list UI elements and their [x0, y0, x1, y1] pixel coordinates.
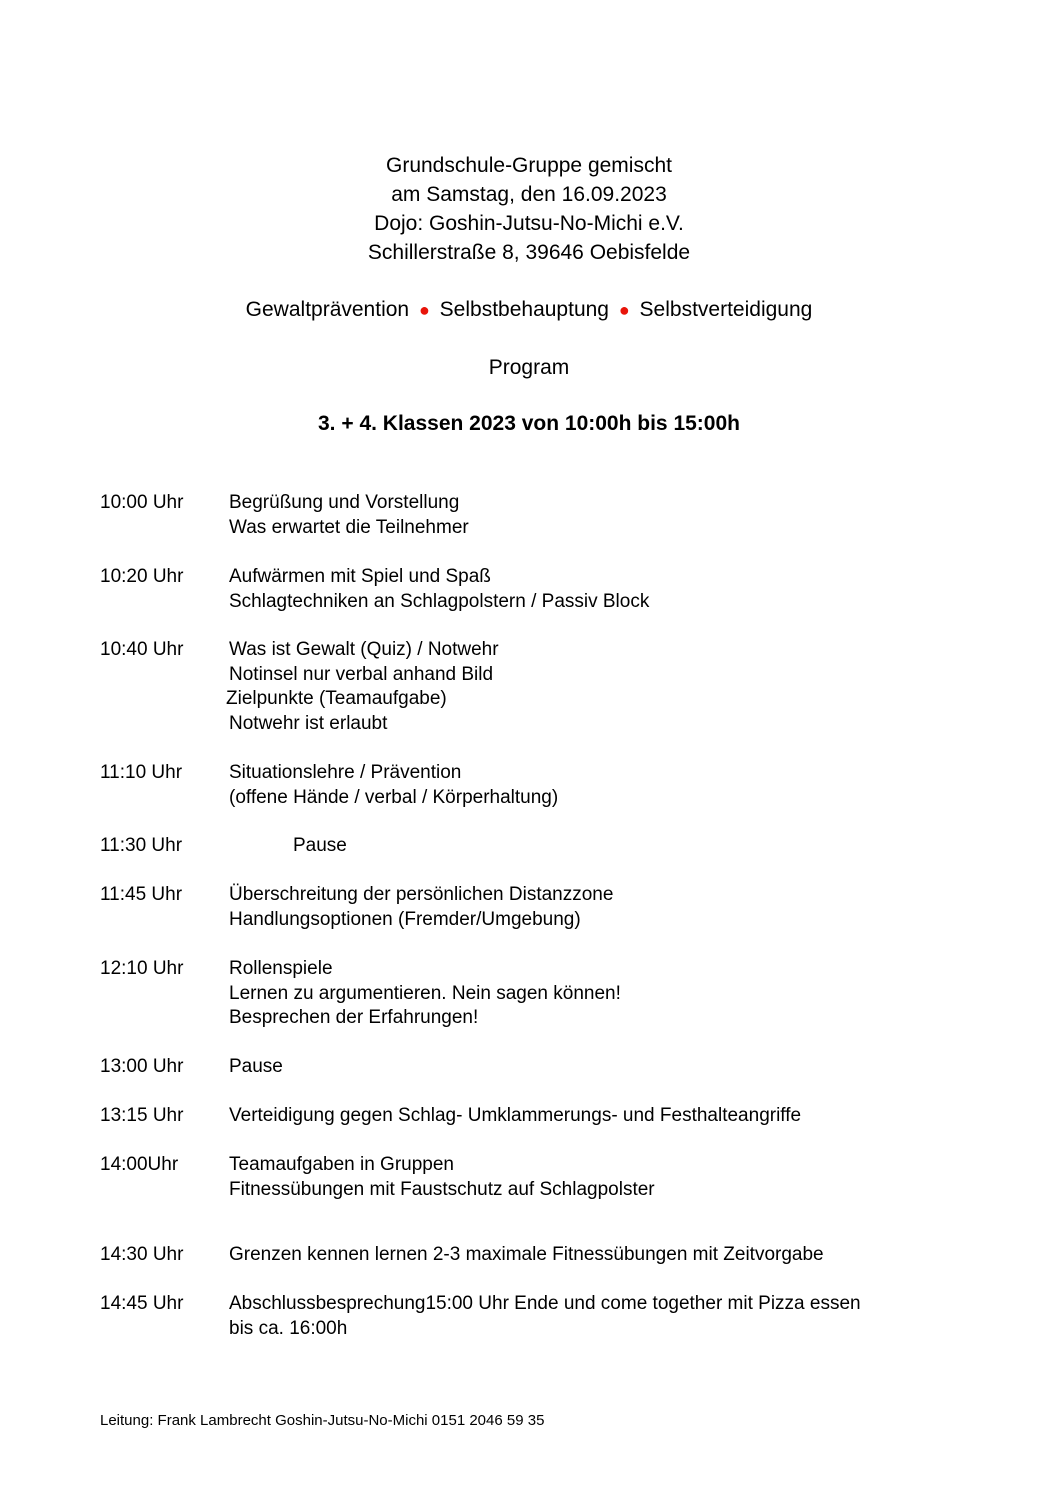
header-title: Grundschule-Gruppe gemischt [386, 154, 672, 177]
schedule-description [293, 834, 1013, 859]
schedule-line: bis ca. 16:00h [229, 1317, 348, 1339]
schedule-line: Pause [229, 1056, 283, 1077]
schedule-time: 14:00Uhr [100, 1154, 179, 1175]
schedule-line: Besprechen der Erfahrungen! [229, 1007, 479, 1028]
schedule-line: Schlagtechniken an Schlagpolstern / Passiv Block [229, 590, 650, 612]
event-header [0, 151, 1058, 267]
schedule-description [229, 565, 949, 614]
schedule-time: 10:00 Uhr [100, 492, 184, 513]
schedule-line: Was ist Gewalt (Quiz) / Notwehr [229, 639, 499, 660]
tagline-item: Gewaltprävention [245, 298, 410, 321]
schedule-description [229, 491, 949, 540]
schedule-description [229, 1292, 949, 1341]
schedule-line: Grenzen kennen lernen 2-3 maximale Fitnessübungen mit Zeitvorgabe [229, 1244, 824, 1265]
schedule-time: 11:10 Uhr [100, 762, 183, 783]
schedule-line: Situationslehre / Prävention [229, 762, 462, 783]
schedule-line: Handlungsoptionen (Fremder/Umgebung) [229, 908, 581, 930]
red-dot-separator: ● [618, 300, 630, 320]
schedule-time: 11:45 Uhr [100, 884, 183, 905]
schedule-line: Begrüßung und Vorstellung [229, 492, 460, 513]
schedule-time: 10:20 Uhr [100, 566, 184, 587]
schedule-time: 14:45 Uhr [100, 1293, 184, 1314]
schedule-line: Aufwärmen mit Spiel und Spaß [229, 566, 491, 587]
header-date: am Samstag, den 16.09.2023 [391, 183, 667, 206]
footer-contact: Leitung: Frank Lambrecht Goshin-Jutsu-No-Michi 0151 2046 59 35 [100, 1412, 545, 1429]
schedule-line: Notwehr ist erlaubt [229, 712, 388, 734]
red-dot-separator: ● [418, 300, 430, 320]
classes-heading: 3. + 4. Klassen 2023 von 10:00h bis 15:00h [318, 412, 740, 435]
schedule-line: Lernen zu argumentieren. Nein sagen können! [229, 982, 621, 1004]
schedule-description [226, 638, 949, 736]
schedule-description [229, 1153, 949, 1202]
schedule-time: 13:15 Uhr [100, 1105, 184, 1126]
schedule-description [229, 1243, 949, 1268]
header-dojo: Dojo: Goshin-Jutsu-No-Michi e.V. [374, 212, 684, 235]
schedule-line: (offene Hände / verbal / Körperhaltung) [229, 786, 559, 808]
schedule-time: 13:00 Uhr [100, 1056, 184, 1077]
schedule-description [229, 1055, 949, 1080]
schedule-line: Was erwartet die Teilnehmer [229, 516, 469, 538]
schedule-time: 10:40 Uhr [100, 639, 184, 660]
schedule-line: Teamaufgaben in Gruppen [229, 1154, 454, 1175]
header-address: Schillerstraße 8, 39646 Oebisfelde [367, 241, 691, 264]
schedule-time: 11:30 Uhr [100, 835, 183, 856]
schedule-line: Pause [293, 835, 347, 856]
schedule-description [229, 761, 949, 810]
tagline-item: Selbstverteidigung [639, 298, 813, 321]
schedule-time: 14:30 Uhr [100, 1244, 184, 1265]
schedule-line: Überschreitung der persönlichen Distanzzone [229, 884, 614, 905]
schedule-description [229, 957, 949, 1031]
schedule-line: Verteidigung gegen Schlag- Umklammerungs- und Festhalteangriffe [229, 1105, 802, 1126]
schedule-line: Abschlussbesprechung15:00 Uhr Ende und come together mit Pizza essen [229, 1293, 861, 1314]
schedule-line: Zielpunkte (Teamaufgabe) [226, 688, 447, 709]
schedule-time: 12:10 Uhr [100, 958, 184, 979]
program-heading: Program [488, 356, 570, 379]
schedule-description [229, 883, 949, 932]
schedule-line: Rollenspiele [229, 958, 333, 979]
schedule-description [229, 1104, 949, 1129]
schedule-line: Fitnessübungen mit Faustschutz auf Schlagpolster [229, 1178, 655, 1200]
tagline [0, 295, 1058, 325]
tagline-item: Selbstbehauptung [439, 298, 609, 321]
schedule-line: Notinsel nur verbal anhand Bild [229, 663, 494, 685]
